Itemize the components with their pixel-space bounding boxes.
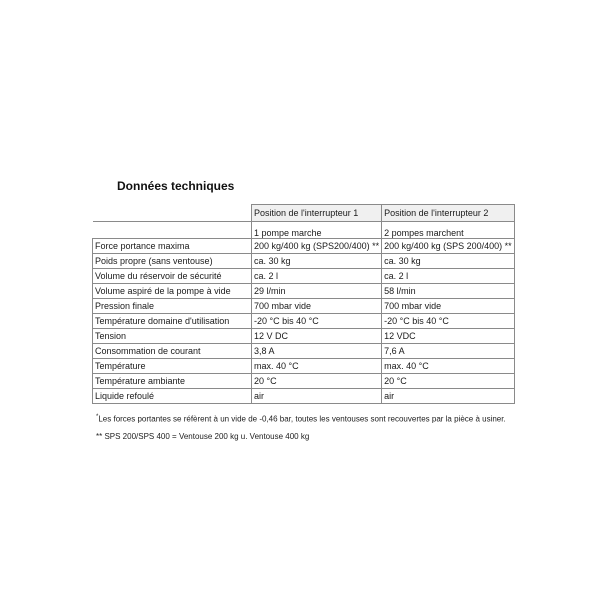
row-value-position-2: -20 °C bis 40 °C [382, 314, 515, 329]
row-value-position-1: air [252, 389, 382, 404]
table-header-row-1 [93, 205, 515, 222]
page-title: Données techniques [117, 179, 235, 193]
table-row [93, 254, 515, 269]
row-label: Consommation de courant [93, 344, 252, 359]
row-value-position-1: -20 °C bis 40 °C [252, 314, 382, 329]
row-value-position-2: air [382, 389, 515, 404]
row-value-position-2: 58 l/min [382, 284, 515, 299]
header-pump-mode-1: 1 pompe marche [252, 222, 382, 239]
row-value-position-1: 700 mbar vide [252, 299, 382, 314]
header-switch-position-2: Position de l'interrupteur 2 [382, 205, 515, 222]
footnote-mark: * [96, 414, 99, 420]
row-label: Poids propre (sans ventouse) [93, 254, 252, 269]
row-label: Tension [93, 329, 252, 344]
row-label: Liquide refoulé [93, 389, 252, 404]
row-value-position-2: 7,6 A [382, 344, 515, 359]
table-row [93, 344, 515, 359]
row-value-position-2: max. 40 °C [382, 359, 515, 374]
header-empty-cell [93, 222, 252, 239]
row-value-position-1: ca. 30 kg [252, 254, 382, 269]
footnote-load-forces [96, 414, 506, 424]
row-value-position-2: 12 VDC [382, 329, 515, 344]
table-header-row-2 [93, 222, 515, 239]
table-row [93, 284, 515, 299]
footnote-text: Les forces portantes se réfèrent à un vide de -0,46 bar, toutes les ventouses sont recouvertes par la pièce à usiner. [98, 414, 506, 424]
row-value-position-2: ca. 30 kg [382, 254, 515, 269]
row-value-position-2: ca. 2 l [382, 269, 515, 284]
table-row [93, 389, 515, 404]
row-value-position-1: ca. 2 l [252, 269, 382, 284]
row-label: Force portance maxima [93, 239, 252, 254]
table-row [93, 314, 515, 329]
row-label: Température ambiante [93, 374, 252, 389]
table-row [93, 374, 515, 389]
row-label: Température [93, 359, 252, 374]
technical-data-table [92, 204, 515, 404]
table-row [93, 359, 515, 374]
row-value-position-1: 29 l/min [252, 284, 382, 299]
footnote-sps-models: ** SPS 200/SPS 400 = Ventouse 200 kg u. Ventouse 400 kg [96, 432, 310, 441]
row-value-position-1: 3,8 A [252, 344, 382, 359]
header-pump-mode-2: 2 pompes marchent [382, 222, 515, 239]
row-value-position-1: 20 °C [252, 374, 382, 389]
table-row [93, 239, 515, 254]
row-label: Volume aspiré de la pompe à vide [93, 284, 252, 299]
header-switch-position-1: Position de l'interrupteur 1 [252, 205, 382, 222]
row-label: Pression finale [93, 299, 252, 314]
table-row [93, 299, 515, 314]
row-value-position-1: 12 V DC [252, 329, 382, 344]
table-row [93, 329, 515, 344]
header-empty-cell [93, 205, 252, 222]
row-label: Température domaine d'utilisation [93, 314, 252, 329]
table-row [93, 269, 515, 284]
row-value-position-1: max. 40 °C [252, 359, 382, 374]
row-value-position-2: 700 mbar vide [382, 299, 515, 314]
row-value-position-2: 200 kg/400 kg (SPS 200/400) ** [382, 239, 515, 254]
row-value-position-2: 20 °C [382, 374, 515, 389]
row-label: Volume du réservoir de sécurité [93, 269, 252, 284]
row-value-position-1: 200 kg/400 kg (SPS200/400) ** [252, 239, 382, 254]
